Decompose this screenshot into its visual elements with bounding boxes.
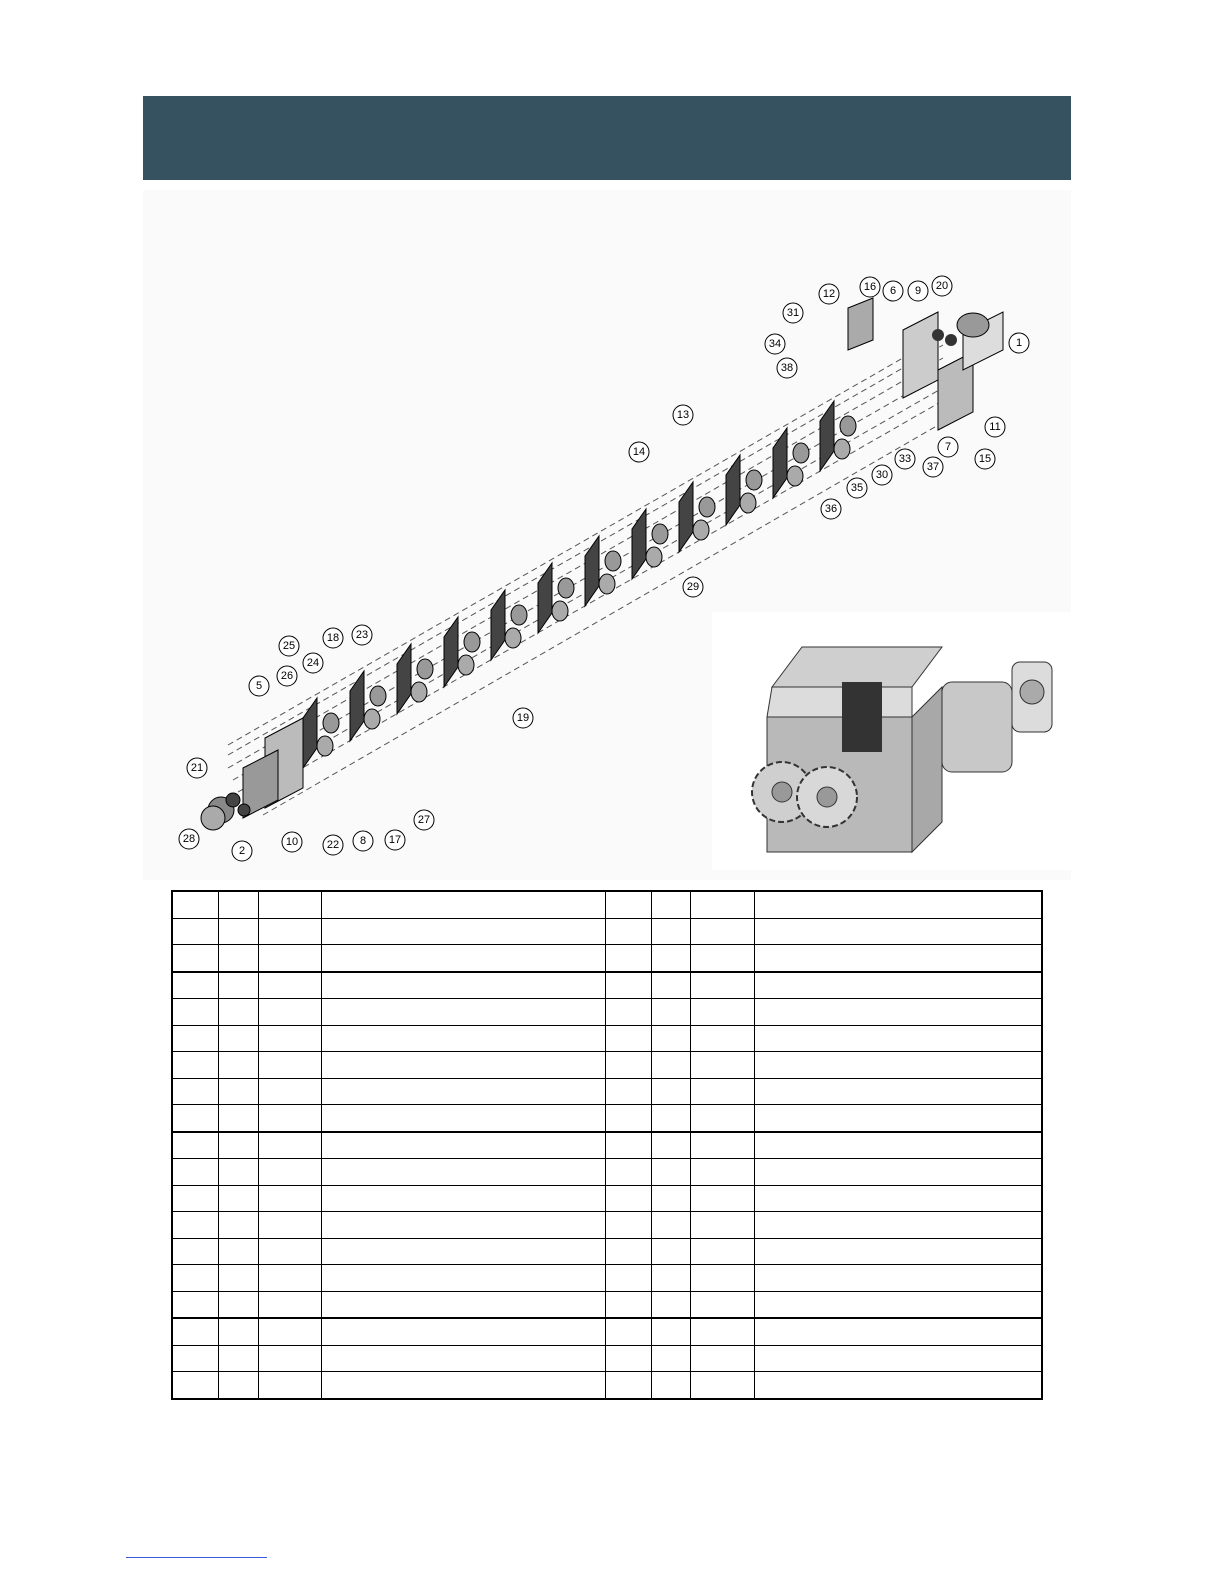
svg-text:25: 25 bbox=[282, 640, 296, 652]
table-cell bbox=[218, 1105, 258, 1132]
svg-text:35: 35 bbox=[850, 482, 864, 494]
table-cell bbox=[218, 1212, 258, 1239]
part-callout-21 bbox=[187, 758, 207, 778]
part-callout-29 bbox=[683, 577, 703, 597]
table-cell bbox=[258, 945, 321, 972]
part-callout-26 bbox=[277, 666, 297, 686]
blade-plate bbox=[726, 455, 740, 525]
table-cell bbox=[218, 1132, 258, 1159]
table-cell bbox=[754, 918, 1042, 945]
table-cell bbox=[690, 1105, 754, 1132]
table-cell bbox=[321, 972, 605, 999]
spacer-disc bbox=[693, 520, 709, 540]
table-cell bbox=[218, 972, 258, 999]
header-banner bbox=[143, 96, 1071, 180]
table-cell bbox=[651, 1078, 690, 1105]
table-cell bbox=[690, 1372, 754, 1399]
table-cell bbox=[172, 1291, 218, 1318]
table-cell bbox=[258, 1265, 321, 1292]
svg-text:1: 1 bbox=[1015, 337, 1023, 349]
svg-text:18: 18 bbox=[326, 632, 340, 644]
table-cell bbox=[605, 918, 651, 945]
spacer-disc bbox=[505, 628, 521, 648]
table-cell bbox=[605, 1238, 651, 1265]
table-cell bbox=[690, 918, 754, 945]
spacer-disc bbox=[411, 682, 427, 702]
svg-text:26: 26 bbox=[280, 670, 294, 682]
table-cell bbox=[690, 972, 754, 999]
blade-plate bbox=[444, 617, 458, 687]
table-cell bbox=[258, 1185, 321, 1212]
table-cell bbox=[754, 1345, 1042, 1372]
svg-text:38: 38 bbox=[780, 362, 794, 374]
table-cell bbox=[651, 1265, 690, 1292]
table-cell bbox=[218, 1345, 258, 1372]
table-cell bbox=[172, 972, 218, 999]
table-row bbox=[172, 1105, 1042, 1132]
svg-text:5: 5 bbox=[255, 680, 263, 692]
table-cell bbox=[172, 945, 218, 972]
table-cell bbox=[172, 1212, 218, 1239]
table-cell bbox=[218, 999, 258, 1026]
table-row bbox=[172, 1185, 1042, 1212]
table-cell bbox=[651, 1212, 690, 1239]
table-cell bbox=[172, 1025, 218, 1052]
table-cell bbox=[605, 1212, 651, 1239]
part-callout-34 bbox=[765, 334, 785, 354]
svg-text:36: 36 bbox=[824, 503, 838, 515]
spacer-disc bbox=[364, 709, 380, 729]
table-cell bbox=[321, 1159, 605, 1186]
table-cell bbox=[172, 999, 218, 1026]
spacer-disc bbox=[464, 632, 480, 652]
table-cell bbox=[218, 945, 258, 972]
blade-plate bbox=[397, 644, 411, 714]
svg-text:37: 37 bbox=[926, 461, 940, 473]
table-cell bbox=[258, 918, 321, 945]
table-cell bbox=[690, 1291, 754, 1318]
spacer-disc bbox=[552, 601, 568, 621]
spacer-disc bbox=[746, 470, 762, 490]
table-cell bbox=[690, 1265, 754, 1292]
table-cell bbox=[605, 1185, 651, 1212]
table-cell bbox=[754, 1372, 1042, 1399]
blade-plate bbox=[491, 590, 505, 660]
table-cell bbox=[605, 1265, 651, 1292]
table-cell bbox=[321, 1132, 605, 1159]
table-cell bbox=[321, 945, 605, 972]
table-cell bbox=[172, 891, 218, 918]
table-cell bbox=[754, 1265, 1042, 1292]
part-callout-10 bbox=[282, 832, 302, 852]
table-cell bbox=[754, 999, 1042, 1026]
part-callout-23 bbox=[352, 625, 372, 645]
table-cell bbox=[321, 1025, 605, 1052]
spacer-disc bbox=[840, 416, 856, 436]
part-callout-7 bbox=[938, 437, 958, 457]
table-row bbox=[172, 1265, 1042, 1292]
table-cell bbox=[172, 918, 218, 945]
table-row bbox=[172, 1318, 1042, 1345]
part-callout-6 bbox=[883, 281, 903, 301]
table-cell bbox=[258, 1132, 321, 1159]
spacer-disc bbox=[417, 659, 433, 679]
part-callout-16 bbox=[860, 277, 880, 297]
table-row bbox=[172, 945, 1042, 972]
table-cell bbox=[172, 1238, 218, 1265]
left-end-assembly bbox=[201, 718, 303, 830]
table-cell bbox=[651, 1185, 690, 1212]
table-row bbox=[172, 1132, 1042, 1159]
table-cell bbox=[754, 891, 1042, 918]
table-cell bbox=[321, 1345, 605, 1372]
svg-text:17: 17 bbox=[388, 834, 402, 846]
table-cell bbox=[258, 1372, 321, 1399]
spacer-disc bbox=[740, 493, 756, 513]
table-cell bbox=[172, 1265, 218, 1292]
table-cell bbox=[754, 1132, 1042, 1159]
table-cell bbox=[258, 1238, 321, 1265]
table-cell bbox=[754, 1078, 1042, 1105]
table-cell bbox=[258, 1105, 321, 1132]
table-cell bbox=[605, 945, 651, 972]
svg-text:7: 7 bbox=[944, 441, 952, 453]
svg-text:34: 34 bbox=[768, 338, 782, 350]
table-cell bbox=[321, 1265, 605, 1292]
part-callout-12 bbox=[819, 284, 839, 304]
table-cell bbox=[172, 1345, 218, 1372]
svg-text:21: 21 bbox=[190, 762, 204, 774]
table-cell bbox=[172, 1159, 218, 1186]
table-cell bbox=[258, 1318, 321, 1345]
part-callout-9 bbox=[908, 281, 928, 301]
table-cell bbox=[690, 1212, 754, 1239]
table-cell bbox=[754, 1185, 1042, 1212]
part-callout-20 bbox=[932, 276, 952, 296]
table-cell bbox=[605, 972, 651, 999]
spacer-disc bbox=[317, 736, 333, 756]
spacer-disc bbox=[323, 713, 339, 733]
part-callout-13 bbox=[673, 405, 693, 425]
table-cell bbox=[605, 1105, 651, 1132]
table-cell bbox=[754, 1052, 1042, 1079]
table-cell bbox=[321, 918, 605, 945]
table-cell bbox=[651, 945, 690, 972]
table-cell bbox=[321, 999, 605, 1026]
table-row bbox=[172, 999, 1042, 1026]
table-cell bbox=[172, 1105, 218, 1132]
table-cell bbox=[651, 1291, 690, 1318]
table-cell bbox=[321, 1318, 605, 1345]
table-cell bbox=[605, 1159, 651, 1186]
table-cell bbox=[690, 999, 754, 1026]
table-cell bbox=[258, 1212, 321, 1239]
svg-text:31: 31 bbox=[786, 307, 800, 319]
part-callout-37 bbox=[923, 457, 943, 477]
table-cell bbox=[651, 972, 690, 999]
table-cell bbox=[218, 1078, 258, 1105]
part-callout-2 bbox=[232, 841, 252, 861]
part-callout-33 bbox=[895, 449, 915, 469]
table-cell bbox=[690, 1345, 754, 1372]
table-cell bbox=[651, 1025, 690, 1052]
table-cell bbox=[605, 1345, 651, 1372]
part-callout-36 bbox=[821, 499, 841, 519]
table-cell bbox=[690, 1185, 754, 1212]
table-cell bbox=[172, 1372, 218, 1399]
part-callout-1 bbox=[1009, 333, 1029, 353]
table-cell bbox=[258, 891, 321, 918]
svg-text:12: 12 bbox=[822, 288, 836, 300]
table-cell bbox=[651, 1372, 690, 1399]
svg-text:15: 15 bbox=[978, 453, 992, 465]
table-cell bbox=[651, 918, 690, 945]
table-cell bbox=[218, 1291, 258, 1318]
svg-text:27: 27 bbox=[417, 814, 431, 826]
table-cell bbox=[651, 1052, 690, 1079]
blade-plate bbox=[350, 671, 364, 741]
table-cell bbox=[172, 1132, 218, 1159]
table-row bbox=[172, 1212, 1042, 1239]
part-callout-18 bbox=[323, 628, 343, 648]
table-row bbox=[172, 918, 1042, 945]
table-row bbox=[172, 1078, 1042, 1105]
part-callout-17 bbox=[385, 830, 405, 850]
spacer-disc bbox=[370, 686, 386, 706]
table-cell bbox=[690, 1052, 754, 1079]
blade-plate bbox=[632, 509, 646, 579]
part-callout-30 bbox=[872, 465, 892, 485]
table-cell bbox=[605, 1052, 651, 1079]
table-cell bbox=[605, 1132, 651, 1159]
table-cell bbox=[690, 891, 754, 918]
svg-text:8: 8 bbox=[359, 835, 367, 847]
table-cell bbox=[172, 1318, 218, 1345]
spacer-disc bbox=[646, 547, 662, 567]
part-callout-24 bbox=[303, 653, 323, 673]
part-callout-15 bbox=[975, 449, 995, 469]
svg-text:20: 20 bbox=[935, 280, 949, 292]
table-cell bbox=[651, 999, 690, 1026]
table-cell bbox=[651, 1132, 690, 1159]
table-cell bbox=[754, 1318, 1042, 1345]
table-cell bbox=[258, 1025, 321, 1052]
table-row bbox=[172, 1345, 1042, 1372]
table-cell bbox=[321, 1238, 605, 1265]
table-cell bbox=[651, 1105, 690, 1132]
table-cell bbox=[321, 1078, 605, 1105]
table-cell bbox=[321, 1372, 605, 1399]
spacer-disc bbox=[511, 605, 527, 625]
table-cell bbox=[754, 1212, 1042, 1239]
part-callout-22 bbox=[323, 835, 343, 855]
svg-text:28: 28 bbox=[182, 833, 196, 845]
part-callout-27 bbox=[414, 810, 434, 830]
spacer-disc bbox=[834, 439, 850, 459]
table-cell bbox=[754, 972, 1042, 999]
table-row bbox=[172, 972, 1042, 999]
blade-plate bbox=[538, 563, 552, 633]
spacer-disc bbox=[599, 574, 615, 594]
svg-text:11: 11 bbox=[989, 421, 1001, 433]
table-cell bbox=[690, 1238, 754, 1265]
table-cell bbox=[754, 1238, 1042, 1265]
part-callout-11 bbox=[985, 417, 1005, 437]
table-cell bbox=[218, 891, 258, 918]
table-cell bbox=[218, 1052, 258, 1079]
table-cell bbox=[651, 1345, 690, 1372]
part-callout-28 bbox=[179, 829, 199, 849]
table-cell bbox=[218, 1318, 258, 1345]
table-cell bbox=[690, 1078, 754, 1105]
svg-text:13: 13 bbox=[676, 409, 690, 421]
part-callout-35 bbox=[847, 478, 867, 498]
svg-text:23: 23 bbox=[355, 629, 369, 641]
table-cell bbox=[605, 1078, 651, 1105]
table-cell bbox=[258, 1345, 321, 1372]
table-cell bbox=[258, 1291, 321, 1318]
table-cell bbox=[605, 1318, 651, 1345]
part-callout-19 bbox=[513, 708, 533, 728]
table-cell bbox=[218, 1265, 258, 1292]
table-cell bbox=[321, 1212, 605, 1239]
assembled-unit-render bbox=[712, 612, 1071, 870]
table-cell bbox=[258, 1052, 321, 1079]
part-callout-25 bbox=[279, 636, 299, 656]
svg-text:24: 24 bbox=[306, 657, 320, 669]
spacer-disc bbox=[605, 551, 621, 571]
table-cell bbox=[754, 1105, 1042, 1132]
table-cell bbox=[218, 1025, 258, 1052]
spacer-disc bbox=[793, 443, 809, 463]
blade-plate bbox=[585, 536, 599, 606]
table-cell bbox=[754, 1025, 1042, 1052]
table-cell bbox=[172, 1078, 218, 1105]
table-row bbox=[172, 1372, 1042, 1399]
table-cell bbox=[321, 1105, 605, 1132]
table-row bbox=[172, 1159, 1042, 1186]
svg-text:16: 16 bbox=[863, 281, 877, 293]
table-cell bbox=[218, 1159, 258, 1186]
part-callout-38 bbox=[777, 358, 797, 378]
table-cell bbox=[754, 945, 1042, 972]
svg-text:29: 29 bbox=[686, 581, 700, 593]
table-cell bbox=[690, 1132, 754, 1159]
table-cell bbox=[258, 999, 321, 1026]
table-cell bbox=[690, 945, 754, 972]
spacer-disc bbox=[558, 578, 574, 598]
right-end-housing bbox=[848, 298, 1003, 430]
spacer-disc bbox=[458, 655, 474, 675]
table-cell bbox=[690, 1025, 754, 1052]
blade-plate bbox=[820, 401, 834, 471]
table-cell bbox=[172, 1185, 218, 1212]
blade-plate bbox=[303, 698, 317, 768]
table-cell bbox=[605, 891, 651, 918]
table-row bbox=[172, 1025, 1042, 1052]
table-cell bbox=[321, 891, 605, 918]
assembled-unit-illustration bbox=[712, 612, 1071, 870]
svg-text:33: 33 bbox=[898, 453, 912, 465]
table-cell bbox=[172, 1052, 218, 1079]
part-callout-14 bbox=[629, 442, 649, 462]
svg-text:22: 22 bbox=[326, 839, 340, 851]
table-cell bbox=[218, 1372, 258, 1399]
svg-text:2: 2 bbox=[238, 845, 246, 857]
svg-text:9: 9 bbox=[914, 285, 922, 297]
table-cell bbox=[258, 1159, 321, 1186]
table-cell bbox=[605, 1291, 651, 1318]
svg-text:19: 19 bbox=[516, 712, 530, 724]
table-cell bbox=[690, 1159, 754, 1186]
svg-text:10: 10 bbox=[285, 836, 299, 848]
footer-link-underline bbox=[126, 1557, 267, 1558]
blade-plate bbox=[773, 428, 787, 498]
table-cell bbox=[321, 1185, 605, 1212]
table-cell bbox=[754, 1291, 1042, 1318]
table-cell bbox=[605, 1025, 651, 1052]
svg-text:30: 30 bbox=[875, 469, 889, 481]
table-cell bbox=[218, 1185, 258, 1212]
svg-text:6: 6 bbox=[889, 285, 897, 297]
table-cell bbox=[651, 1238, 690, 1265]
table-cell bbox=[651, 1159, 690, 1186]
spacer-disc bbox=[787, 466, 803, 486]
table-cell bbox=[321, 1291, 605, 1318]
table-row bbox=[172, 1052, 1042, 1079]
table-cell bbox=[651, 891, 690, 918]
parts-list-table bbox=[171, 890, 1043, 1400]
table-cell bbox=[754, 1159, 1042, 1186]
table-cell bbox=[321, 1052, 605, 1079]
spacer-disc bbox=[652, 524, 668, 544]
part-callout-5 bbox=[249, 676, 269, 696]
blade-plate bbox=[679, 482, 693, 552]
table-cell bbox=[218, 1238, 258, 1265]
table-cell bbox=[605, 1372, 651, 1399]
table-cell bbox=[651, 1318, 690, 1345]
svg-text:14: 14 bbox=[632, 446, 646, 458]
part-callout-8 bbox=[353, 831, 373, 851]
table-row bbox=[172, 891, 1042, 918]
table-cell bbox=[690, 1318, 754, 1345]
table-cell bbox=[218, 918, 258, 945]
table-row bbox=[172, 1238, 1042, 1265]
part-callout-31 bbox=[783, 303, 803, 323]
table-cell bbox=[258, 972, 321, 999]
table-cell bbox=[605, 999, 651, 1026]
table-row bbox=[172, 1291, 1042, 1318]
spacer-disc bbox=[699, 497, 715, 517]
table-cell bbox=[258, 1078, 321, 1105]
